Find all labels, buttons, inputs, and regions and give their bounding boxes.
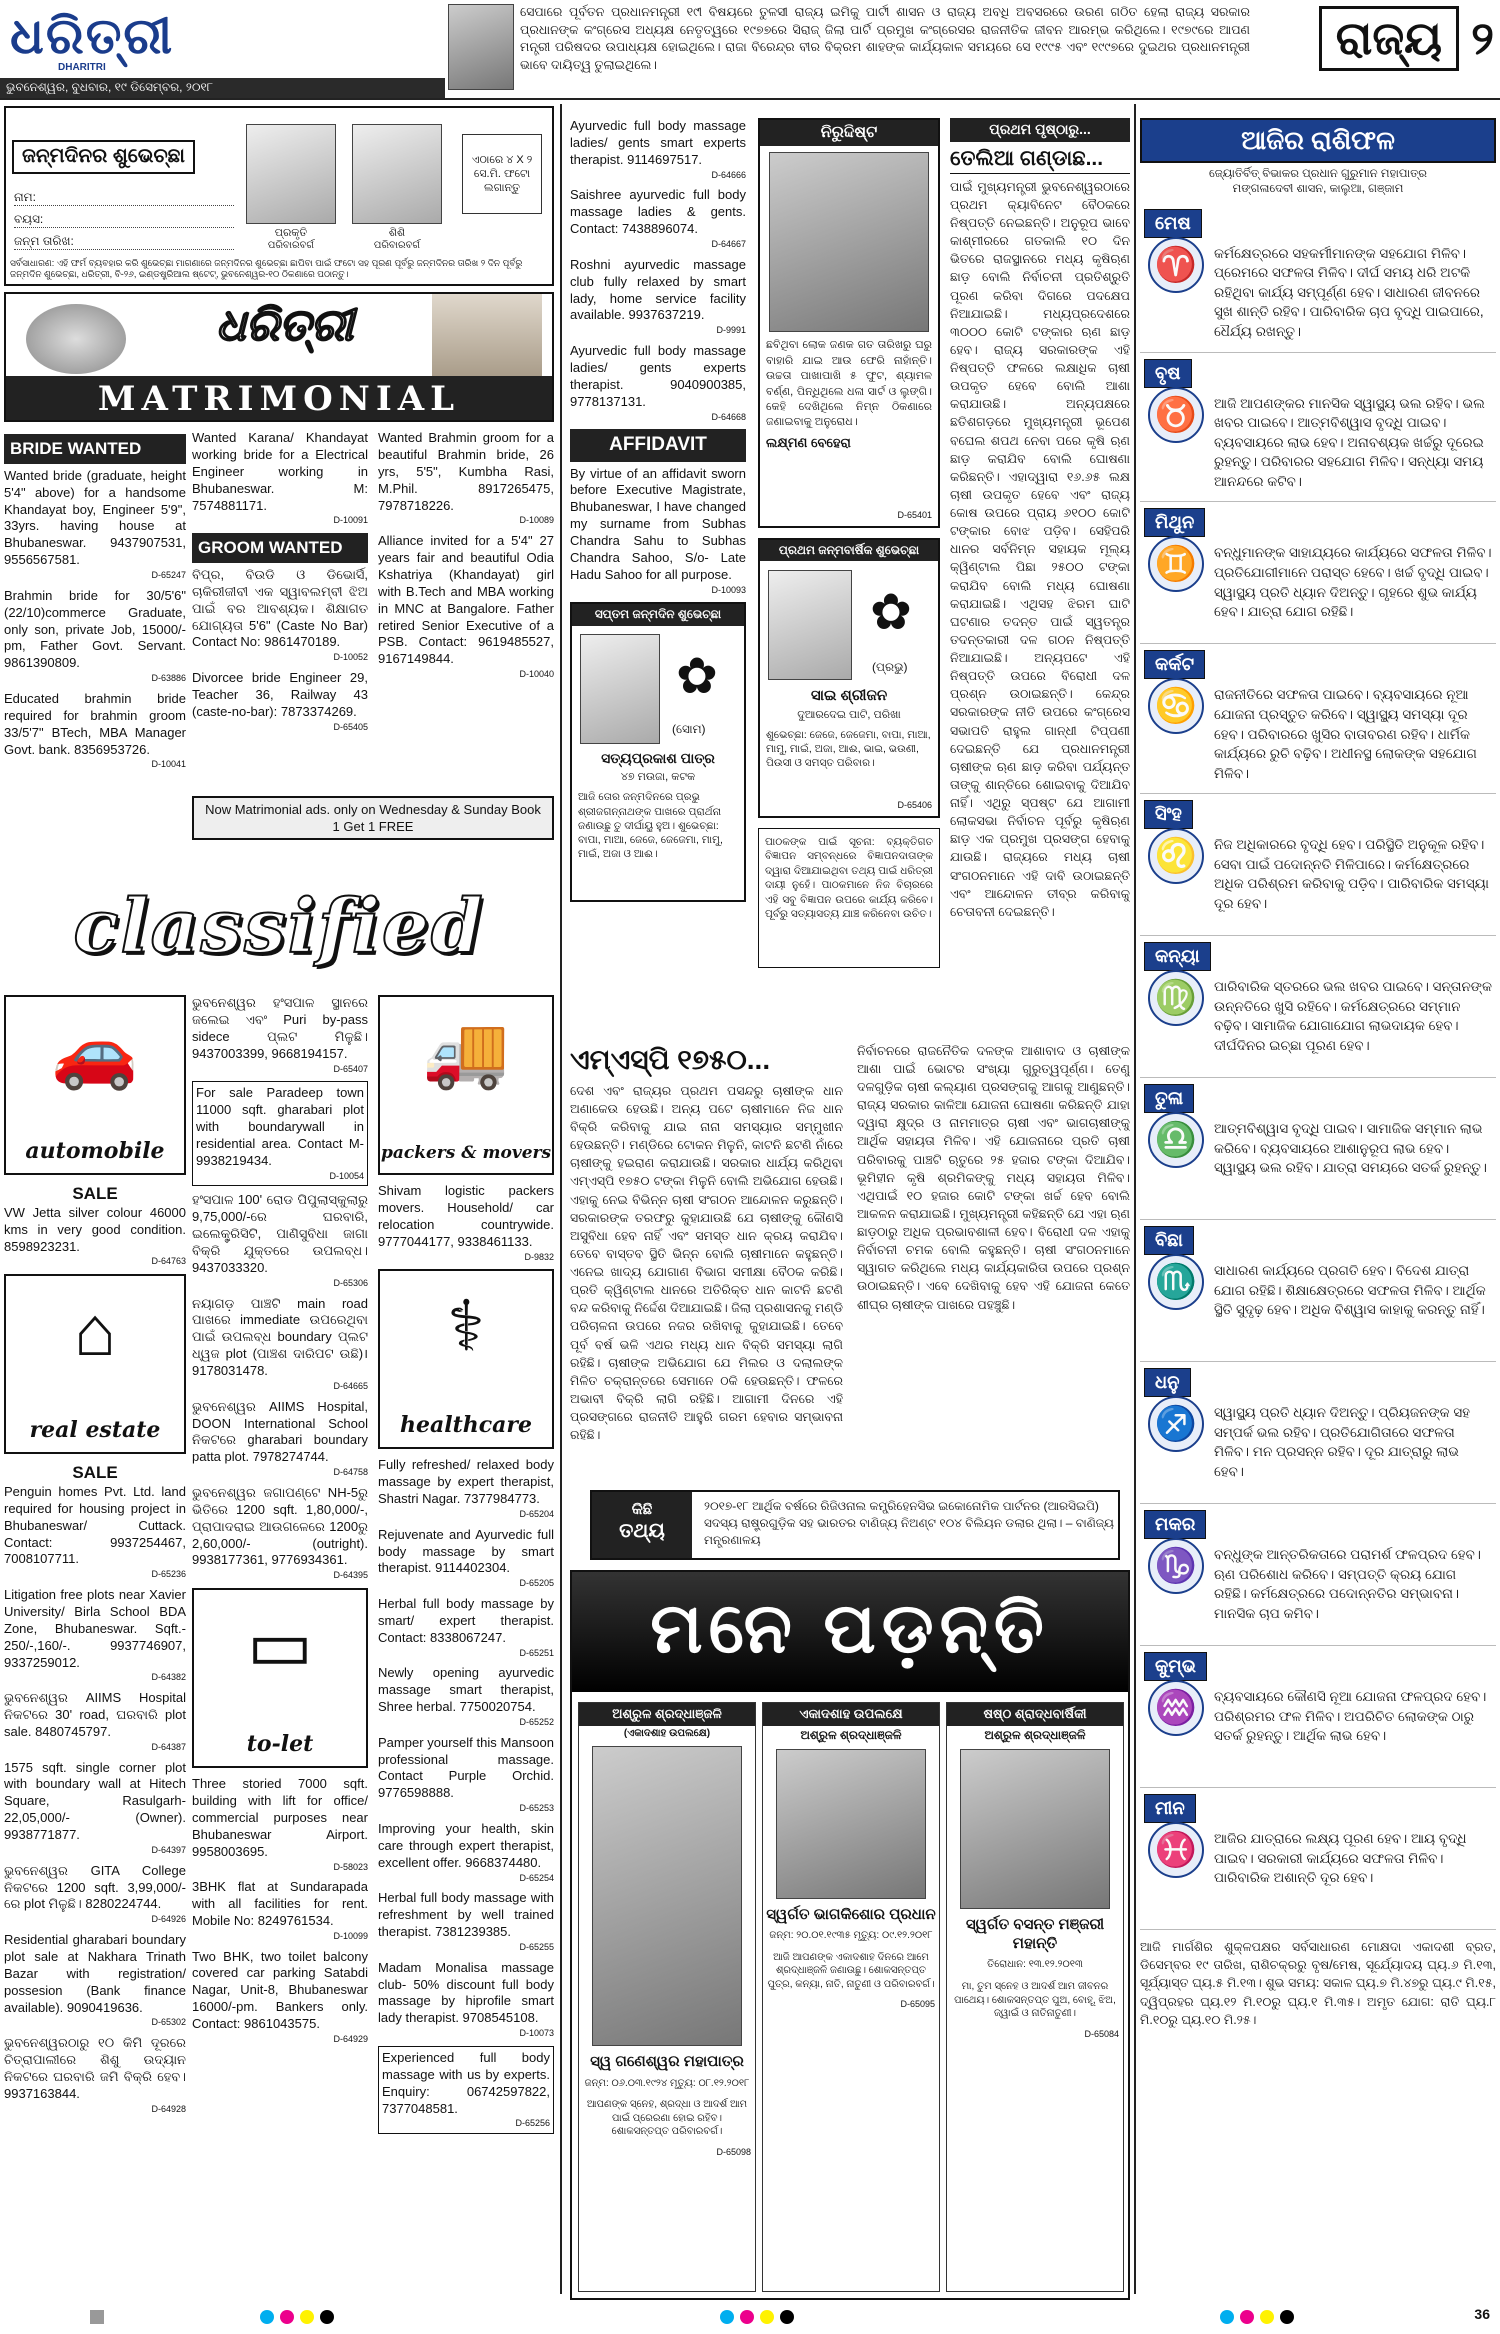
tribute-3: ଷଷ୍ଠ ଶ୍ରାଦ୍ଧବାର୍ଷିକୀ ଅଶ୍ରୁଳ ଶ୍ରଦ୍ଧାଞ୍ଜଳି ସ୍ୱର୍ଗତ ବସନ୍ତ ମଞ୍ଜରୀ ମହାନ୍ତି ତିରୋଧାନ: ୧୩.୧୨.୨୦୧୩ ମା, ତୁମ ସ୍ନେହ ଓ ଆଦର୍ଶ ଆମ ଜୀବନର ପାଥେୟ। ଶୋକସନ୍ତପ୍ତ ପୁଅ, ବୋହୂ, ଝିଅ, ଜ୍ୱାଇଁ ଓ ନାତିନାତୁଣୀ। D-65084 [946,1702,1124,2292]
first-birthday-name: ସାଇ ଶ୍ରୀଜନ [810,687,888,704]
facts-label: କିଛି ତଥ୍ୟ [592,1492,692,1558]
missing-person-photo [769,152,929,332]
classified-ad[interactable]: Divorcee bride Engineer 29, Teacher 36, Railway 43 (caste-no-bar): 7873374269. D-65405 [192,670,368,732]
aquarius-icon: ♒ [1148,1680,1204,1736]
classified-ad[interactable]: ଭୁବନେଶ୍ୱର ହଂସପାଳ ସ୍ଥାନରେ ଜଲେଇ ଏବଂ Puri by-pass sidece ପ୍ଲଟ ମିଳୁଛି। 9437003399, 9668194157. D-65407 [192,995,368,1074]
column-rule [1134,104,1136,2294]
saptam-birthday-box [570,602,746,902]
classified-ad[interactable]: Improving your health, skin care through expert therapist, excellent offer. 9668374480. D-65254 [378,1820,554,1883]
category-label: healthcare [400,1412,532,1439]
category-healthcare[interactable] [378,1269,554,1449]
first-birthday-caption: (ପ୍ରଭୁ) [872,660,908,674]
category-packers[interactable] [378,995,554,1175]
classified-ad[interactable]: For sale Paradeep town 11000 sqft. gharabari plot with boundarywall in residential area. Contact M-9938219434. D-10054 [192,1081,368,1186]
rashi-text: ବନ୍ଧୁମାନଙ୍କ ସାହାଯ୍ୟରେ କାର୍ଯ୍ୟରେ ସଫଳତା ମିଳିବ। ପ୍ରତିଯୋଗୀମାନେ ପରାସ୍ତ ହେବେ। ଖର୍ଚ୍ଚ ବୃଦ୍ଧି ପାଇବ। ସ୍ୱାସ୍ଥ୍ୟ ପ୍ରତି ଧ୍ୟାନ ଦିଅନ୍ତୁ। ଗୃହରେ ଶୁଭ କାର୍ଯ୍ୟ ହେବ। ଯାତ୍ରା ଯୋଗ ରହିଛି। [1214,545,1492,620]
classified-ad[interactable]: Wanted bride (graduate, height 5'4" above) for a handsome Khandayat boy, Engineer 5'9", 33yrs. having house at Bhubaneswar. 9437907531, 9556567581. D-65247 [4,467,186,581]
col1-ads-list [4,1484,186,2116]
classified-ad[interactable]: ନୟାଗଡ଼ ପାଞ୍ଚଟି main road ପାଖରେ immediate ଉପରେଥିବା ପାଇଁ ଉପଲବ୍ଧ boundary ପ୍ଲଟ ଧ୍ୱଜ plot (ପାଞ୍ଚଶ ଦାରିପଟ ଉଛି)। 9178031478. D-64665 [192,1295,368,1391]
birthday-form-title: ଜନ୍ମଦିନର ଶୁଭେଚ୍ଛା [12,140,195,174]
child-caption-2: ଶିଶି [388,227,406,239]
rashi-name: କୁମ୍ଭ [1144,1652,1207,1681]
classified-ad[interactable]: Pamper yourself this Mansoon professional massage. Contact Purple Orchid. 9776598888. D-65253 [378,1734,554,1814]
gemini-icon: ♊ [1148,536,1204,592]
rashi-name: ମିଥୁନ [1144,508,1205,537]
first-birthday-box [758,538,940,818]
classified-col1 [4,995,186,2285]
matrimonial-col3 [378,430,554,790]
horoscope-item [1140,1362,1496,1504]
logo-text: ଧରିତ୍ରୀ [10,6,175,65]
news-msp [570,1042,1130,1482]
horoscope-item [1140,502,1496,644]
dharitri-logo[interactable] [10,4,440,78]
affidavit-text[interactable]: By virtue of an affidavit sworn before Executive Magistrate, Bhubaneswar, I have changed my surname from Subhas Chandra Sahu to Subhas Chandra Sahoo, S/o- Late Hadu Sahoo for all purpose. D-10093 [570,465,746,595]
tribute-2: ଏକାଦଶାହ ଉପଲକ୍ଷେ ଅଶ୍ରୁଳ ଶ୍ରଦ୍ଧାଞ୍ଜଳି ସ୍ୱର୍ଗତ ଭାଗକିଶୋର ପ୍ରଧାନ ଜନ୍ମ: ୨୦.୦୧.୧୯୩୫ ମୃତ୍ୟୁ: ୦୯.୧୨.୨୦୧୮ ଆଜି ଆପଣଙ୍କ ଏକାଦଶାହ ଦିନରେ ଆମେ ଶ୍ରଦ୍ଧାଞ୍ଜଳି ଜଣାଉଛୁ। ଶୋକସନ୍ତପ୍ତ ପୁତ୍ର, କନ୍ୟା, ନାତି, ନାତୁଣୀ ଓ ପରିବାରବର୍ଗ। D-65095 [762,1702,940,2292]
classified-ad[interactable]: ଭୁବନେଶ୍ୱର GITA College ନିକଟରେ 1200 sqft. 3,99,000/-ରେ plot ମିଳୁଛି। 8280224744. D-64926 [4,1862,186,1925]
child-photo-saptam [580,634,660,744]
category-real-estate[interactable] [4,1274,186,1454]
saptam-name: ସତ୍ୟପ୍ରକାଶ ପାତ୍ର [601,750,715,767]
classified-ad[interactable]: VW Jetta silver colour 46000 kms in very good condition. 8598923231. D-64763 [4,1204,186,1267]
msp-headline: ଏମ୍‌ଏସ୍‌ପି ୧୭୫୦... [570,1044,771,1075]
bride-ads-list [4,468,186,771]
sale-heading: SALE [72,1184,118,1203]
rashi-text: କର୍ମକ୍ଷେତ୍ରରେ ସହକର୍ମୀମାନଙ୍କ ସହଯୋଗ ମିଳିବ। ପ୍ରେମରେ ସଫଳତା ମିଳିବ। ଦୀର୍ଘ ସମୟ ଧରି ଅଟକି ରହିଥିବା କାର୍ଯ୍ୟ ସମ୍ପୂର୍ଣ୍ଣ ହେବ। ସାଧାରଣ ଜୀବନରେ ସୁଖ ଶାନ୍ତି ରହିବ। ପାରିବାରିକ ଚାପ ବୃଦ୍ଧି ପାଇପାରେ, ଧୈର୍ଯ୍ୟ ରଖନ୍ତୁ। [1214,245,1484,339]
missing-person-code: D-65401 [897,510,932,521]
matrimonial-title: MATRIMONIAL [6,376,552,422]
rashi-name: ତୁଳା [1144,1084,1194,1113]
logo-subtext: DHARITRI [58,62,106,73]
libra-icon: ♎ [1148,1112,1204,1168]
classified-ad[interactable]: Herbal full body massage with refreshment by well trained therapist. 7381239385. D-65255 [378,1890,554,1952]
category-label: real estate [29,1416,161,1443]
capricorn-icon: ♑ [1148,1538,1204,1594]
sagittarius-icon: ♐ [1148,1396,1204,1452]
col3-ads-list [378,1457,554,2134]
missing-person-box [758,118,940,528]
tribute-photo-3 [960,1749,1110,1909]
horoscope-title: ଆଜିର ରାଶିଫଳ [1140,118,1496,163]
flower-icon: ✿ [676,648,718,705]
category-label: packers & movers [380,1143,552,1164]
affidavit-header: AFFIDAVIT [570,429,746,461]
rashi-text: ଆଜି ଆପଣଙ୍କର ମାନସିକ ସ୍ୱାସ୍ଥ୍ୟ ଭଲ ରହିବ। ଭଲ ଖବର ପାଇବେ। ଆତ୍ମବିଶ୍ୱାସ ବୃଦ୍ଧି ପାଇବ। ବ୍ୟବସାୟରେ ଲାଭ ହେବ। ଅନାବଶ୍ୟକ ଖର୍ଚ୍ଚରୁ ଦୂରେଇ ରୁହନ୍ତୁ। ପରିବାରର ସହଯୋଗ ମିଳିବ। ସନ୍ଧ୍ୟା ସମୟ ଆନନ୍ଦରେ କଟିବ। [1214,395,1485,489]
saptam-message: ଆଜି ତୋର ଜନ୍ମଦିନରେ ପ୍ରଭୁ ଶ୍ରୀଜଗନ୍ନାଥଙ୍କ ପାଖରେ ପ୍ରାର୍ଥନା ଜଣାଉଛୁ ତୁ ଦୀର୍ଘାୟୁ ହୁଅ। ଶୁଭେଚ୍ଛା: ବାପା, ମାଆ, ଜେଜେ, ଜେଜେମା, ମାମୁ, ମାଇଁ, ଅଜା ଓ ଆଈ। [578,791,723,861]
child-photo-2 [352,124,442,224]
classified-ad[interactable]: ଭୁବନେଶ୍ୱର AIIMS Hospital, DOON International School ନିକଟରେ gharabari boundary patta plot. 7978274744. D-64758 [192,1398,368,1478]
missing-person-name: ଲକ୍ଷ୍ମଣ ବେହେରା [766,434,851,450]
first-birthday-code: D-65406 [897,800,932,811]
rashi-name: ସିଂହ [1144,800,1193,829]
classified-ad[interactable]: Madam Monalisa massage club- 50% discount full body massage by hiprofile smart lady therapist. 9708545108. D-10073 [378,1959,554,2039]
facts-text: ୨୦୧୭-୧୮ ଆର୍ଥିକ ବର୍ଷରେ ରିଜିଓନାଲ କମ୍ପ୍ରିହେନସିଭ ଇକୋନୋମିକ ପାର୍ଟନର (ଆରସିଇପି) ସଦସ୍ୟ ରାଷ୍ଟ୍ରଗୁଡ଼ିକ ସହ ଭାରତର ବାଣିଜ୍ୟ ନିଅଣ୍ଟ ୧୦୪ ବିଲିୟନ ଡଲାର ଥିଲା। – ବାଣିଜ୍ୟ ମନ୍ତ୍ରଣାଳୟ [704,1499,1114,1547]
rashi-text: ଆଜିର ଯାତ୍ରାରେ ଲକ୍ଷ୍ୟ ପୂରଣ ହେବ। ଆୟ ବୃଦ୍ଧି ପାଇବ। ସରକାରୀ କାର୍ଯ୍ୟରେ ସଫଳତା ମିଳିବ। ପାରିବାରିକ ଅଶାନ୍ତି ଦୂର ହେବ। [1214,1831,1467,1886]
horoscope-item [1140,1078,1496,1220]
stethoscope-icon: ⚕ [447,1287,485,1366]
bride-wanted-header: BRIDE WANTED [4,434,186,464]
news-telia [950,118,1130,1038]
child-caption-1: ପ୍ରକୃତି [274,227,308,239]
groom-column [192,430,368,790]
sale-heading: SALE [72,1463,118,1483]
rashi-text: ଆତ୍ମବିଶ୍ୱାସ ବୃଦ୍ଧି ପାଇବ। ସାମାଜିକ ସମ୍ମାନ ଲାଭ କରିବେ। ବ୍ୟବସାୟରେ ଆଶାନୁରୂପ ଲାଭ ହେବ। ସ୍ୱାସ୍ଥ୍ୟ ଭଲ ରହିବ। ଯାତ୍ରା ସମୟରେ ସତର୍କ ରୁହନ୍ତୁ। [1214,1121,1487,1176]
facts-box [590,1490,1120,1560]
classified-ad[interactable]: Litigation free plots near Xavier University/ Birla School BDA Zone, Bhubaneswar. Sqft.- 250/-,160/-. 9937746907, 9337259012. D-64382 [4,1587,186,1683]
classified-ad[interactable]: Wanted Brahmin groom for a beautiful Brahmin bride, 26 yrs, 5'5", Kumbha Rasi, M.Phil. 8917265475, 7978718226. D-10089 [378,430,554,526]
scorpio-icon: ♏ [1148,1254,1204,1310]
tribute-photo-2 [776,1749,926,1899]
category-label: to-let [246,1730,314,1757]
category-automobile[interactable] [4,995,186,1175]
classified-ad[interactable]: Residential gharabari boundary plot sale at Nakhara Trinath Bazar with registration/ possesion (Bank finance available). 9090419636. D-65302 [4,1932,186,2028]
groom-wanted-header: GROOM WANTED [192,533,368,563]
saptam-caption: (ସୋମ) [672,722,706,737]
first-birthday-title: ପ୍ରଥମ ଜନ୍ମବାର୍ଷିକ ଶୁଭେଚ୍ଛା [760,540,938,561]
child-photo-1 [246,124,336,224]
rashi-name: ଧନୁ [1144,1368,1191,1397]
taurus-icon: ♉ [1148,387,1204,443]
classified-ad[interactable]: Newly opening ayurvedic massage smart therapist, Shree herbal. 7750020754. D-65252 [378,1665,554,1727]
rashi-name: କନ୍ୟା [1144,942,1211,971]
baby-photo [768,570,852,680]
classified-ad[interactable]: ଭୁବନେଶ୍ୱର AIIMS Hospital ନିକଟରେ 30' road, ଘରବାରି plot sale. 8480745797. D-64387 [4,1690,186,1752]
horoscope-item [1140,1504,1496,1646]
classified-title: classified [73,884,485,970]
matrimonial-banner [4,292,554,422]
rashi-text: ସ୍ୱାସ୍ଥ୍ୟ ପ୍ରତି ଧ୍ୟାନ ଦିଅନ୍ତୁ। ପ୍ରିୟଜନଙ୍କ ସହ ସମ୍ପର୍କ ଭଲ ରହିବ। ପ୍ରତିଯୋଗିତାରେ ସଫଳତା ମିଳିବ। ମନ ପ୍ରସନ୍ନ ରହିବ। ଦୂର ଯାତ୍ରାରୁ ଲାଭ ହେବ। [1214,1405,1471,1479]
masthead [0,0,1500,100]
saptam-address: ୪୭ ମଉଜା, କଟକ [620,771,696,784]
horoscope-item [1140,203,1496,353]
memorial-section [570,1570,1130,2300]
rashi-name: ବୃଷ [1144,359,1192,388]
truck-icon: 🚚 [422,1013,510,1091]
leo-icon: ♌ [1148,828,1204,884]
tribute-1: ଅଶ୍ରୁଳ ଶ୍ରଦ୍ଧାଞ୍ଜଳି (ଏକାଦଶାହ ଉପଲକ୍ଷେ) ସ୍ୱ ଗଣେଶ୍ୱର ମହାପାତ୍ର ଜନ୍ମ: ୦୬.୦୩.୧୯୨୪ ମୃତ୍ୟୁ: ୦୮.୧୨.୨୦୧୮ ଆପଣଙ୍କ ସ୍ନେହ, ଶ୍ରଦ୍ଧା ଓ ଆଦର୍ଶ ଆମ ପାଇଁ ପ୍ରେରଣା ହୋଇ ରହିବ। ଶୋକସନ୍ତପ୍ତ ପରିବାରବର୍ଗ। D-65098 [578,1702,756,2292]
classified-ad[interactable]: Shivam logistic packers movers. Household/ car relocation countrywide. 9777044177, 9338461133. D-9832 [378,1183,554,1262]
col4-ads-list [570,118,746,423]
msp-body-col2: ନିର୍ବାଚନରେ ରାଜନୈତିକ ଦଳଙ୍କ ଆଶାବାଦ ଓ ଚାଷୀଙ୍କ ଆଶା ପାଇଁ ଭୋଟର ସଂଖ୍ୟା ଗୁରୁତ୍ୱପୂର୍ଣ୍ଣ। ତେଣୁ ଦଳଗୁଡ଼ିକ ଚାଷୀ କଲ୍ୟାଣ ପ୍ରସଙ୍ଗକୁ ଆଗକୁ ଆଣୁଛନ୍ତି। ରାଜ୍ୟ ସରକାର କାଳିଆ ଯୋଜନା ଘୋଷଣା କରିଛନ୍ତି ଯାହା ଦ୍ୱାରା କ୍ଷୁଦ୍ର ଓ ନାମମାତ୍ର ଚାଷୀ ଏବଂ ଭାଗଚାଷୀଙ୍କୁ ଆର୍ଥିକ ସହାୟତା ମିଳିବ। ଏହି ଯୋଜନାରେ ପ୍ରତି ଚାଷୀ ପରିବାରକୁ ପାଞ୍ଚଟି ଋତୁରେ ୨୫ ହଜାର ଟଙ୍କା ଦିଆଯିବ। ଭୂମିହୀନ କୃଷି ଶ୍ରମିକଙ୍କୁ ମଧ୍ୟ ସହାୟତା ମିଳିବ। ଏଥିପାଇଁ ୧୦ ହଜାର କୋଟି ଟଙ୍କା ଖର୍ଚ୍ଚ ହେବ ବୋଲି ଆକଳନ କରାଯାଇଛି। ମୁଖ୍ୟମନ୍ତ୍ରୀ କହିଛନ୍ତି ଯେ ଏହା ଋଣ ଛାଡ଼ଠାରୁ ଅଧିକ ପ୍ରଭାବଶାଳୀ ହେବ। ବିରୋଧୀ ଦଳ ଏହାକୁ ନିର୍ବାଚନୀ ଚମକ ବୋଲି କହୁଛନ୍ତି। ଚାଷୀ ସଂଗଠନମାନେ ସ୍ୱାଗତ କରିଥିଲେ ମଧ୍ୟ କାର୍ଯ୍ୟକାରିତା ଉପରେ ପ୍ରଶ୍ନ ଉଠାଇଛନ୍ତି। ଏବେ ଦେଖିବାକୁ ହେବ ଏହି ଯୋଜନା କେତେ ଶୀଘ୍ର ଚାଷୀଙ୍କ ପାଖରେ ପହଞ୍ଚୁଛି। [857,1043,1130,1312]
photo-placeholder[interactable]: ଏଠାରେ ୪ X ୨ ସେ.ମି. ଫଟୋ ଲଗାନ୍ତୁ [462,134,542,214]
horoscope-item [1140,936,1496,1078]
horoscope-item [1140,1646,1496,1788]
memorial-title: ମନେ ପଡ଼ନ୍ତି [572,1572,1128,1692]
rashi-text: ରାଜନୀତିରେ ସଫଳତା ପାଇବେ। ବ୍ୟବସାୟରେ ନୂଆ ଯୋଜନା ପ୍ରସ୍ତୁତ କରିବେ। ସ୍ୱାସ୍ଥ୍ୟ ସମସ୍ୟା ଦୂର ହେବ। ପରିବାରରେ ଖୁସିର ବାତାବରଣ ରହିବ। ଧାର୍ମିକ କାର୍ଯ୍ୟରେ ରୁଚି ବଢ଼ିବ। ଅଧୀନସ୍ଥ ଲୋକଙ୍କ ସହଯୋଗ ମିଳିବ। [1214,687,1477,781]
classified-ad[interactable]: Ayurvedic full body massage ladies/ gents smart experts therapist. 9114697517. D-64666 [570,118,746,180]
child-caption-2b: ପରିବାରବର୍ଗ [373,240,421,251]
classified-ad[interactable]: ହଂସପାଳ 100' ରୋଡ ପିପୁଲାସ୍କୁଲାରୁ 9,75,000/-ରେ ଘରବାରି, ଇଲେକ୍ଟ୍ରିସିଟି, ପାଣିସୁବିଧା ଜାଗା ବିକ୍ରି ଯୁକ୍ତରେ ଉପଲବ୍ଧ। 9437033320. D-65306 [192,1192,368,1288]
dateline: ଭୁବନେଶ୍ୱର, ବୁଧବାର, ୧୯ ଡିସେମ୍ବର, ୨୦୧୮ [0,78,445,98]
classified-ad[interactable]: Rejuvenate and Ayurvedic full body massage by smart therapist. 9114402304. D-65205 [378,1526,554,1589]
news-headline: ତେଲିଆ ଗଣ୍ଡାଛ... [950,146,1130,174]
rashi-text: ବନ୍ଧୁଙ୍କ ଆନ୍ତରିକତାରେ ପରାମର୍ଶ ଫଳପ୍ରଦ ହେବ। ଋଣ ପରିଶୋଧ କରିବେ। ସମ୍ପତ୍ତି କ୍ରୟ ଯୋଗ ରହିଛି। କର୍ମକ୍ଷେତ୍ରରେ ପଦୋନ୍ନତିର ସମ୍ଭାବନା। ମାନସିକ ଚାପ କମିବ। [1214,1547,1481,1621]
msp-body-col1: ଦେଶ ଏବଂ ରାଜ୍ୟର ପ୍ରଥମ ପସନ୍ଦରୁ ଚାଷୀଙ୍କ ଧାନ ଅଣାକେଉ ହେଉଛି। ଅନ୍ୟ ପଟେ ଚାଷୀମାନେ ନିଜ ଧାନ ବିକ୍ରି କରିବାକୁ ଯାଇ ନାନା ସମସ୍ୟାର ସମ୍ମୁଖୀନ ହେଉଛନ୍ତି। ମଣ୍ଡିରେ ଟୋକନ ମିଳୁନି, କାଟନି ଛଟଣି ନାଁରେ ଚାଷୀଙ୍କୁ ହଇରାଣ କରାଯାଉଛି। ସରକାର ଧାର୍ଯ୍ୟ କରିଥିବା ଏମ୍‌ଏସ୍‌ପି ୧୭୫୦ ଟଙ୍କା ମିଳୁନି ବୋଲି ଅଭିଯୋଗ ହେଉଛି। ଏହାକୁ ନେଇ ବିଭିନ୍ନ ଚାଷୀ ସଂଗଠନ ଆନ୍ଦୋଳନ କରୁଛନ୍ତି। ସରକାରଙ୍କ ତରଫରୁ କୁହାଯାଉଛି ଯେ ଚାଷୀଙ୍କୁ କୌଣସି ଅସୁବିଧା ହେବ ନାହିଁ ଏବଂ ସମସ୍ତ ଧାନ କ୍ରୟ କରାଯିବ। ତେବେ ବାସ୍ତବ ସ୍ଥିତି ଭିନ୍ନ ବୋଲି ଚାଷୀମାନେ କହୁଛନ୍ତି। ଏନେଇ ଖାଦ୍ୟ ଯୋଗାଣ ବିଭାଗ ସମୀକ୍ଷା ବୈଠକ କରିଛି। ପ୍ରତି କ୍ୱିଣ୍ଟାଲ ଧାନରେ ଅତିରିକ୍ତ ଧାନ କାଟନି ଛଟଣି ବନ୍ଦ କରିବାକୁ ନିର୍ଦ୍ଦେଶ ଦିଆଯାଇଛି। ଜିଲା ପ୍ରଶାସନକୁ ମଣ୍ଡି ପରିଚାଳନା ଉପରେ ନଜର ରଖିବାକୁ କୁହାଯାଇଛି। ତେବେ ପୂର୍ବ ବର୍ଷ ଭଳି ଏଥର ମଧ୍ୟ ଧାନ ବିକ୍ରି ସମସ୍ୟା ଲାଗି ରହିଛି। ଚାଷୀଙ୍କ ଅଭିଯୋଗ ଯେ ମିଲର ଓ ଦଲାଲଙ୍କ ମିଳିତ ଚକ୍ରାନ୍ତରେ ସେମାନେ ଠକି ହେଉଛନ୍ତି। ଫଳରେ ଅଭାବୀ ବିକ୍ରି ଲାଗି ରହିଛି। ଆଗାମୀ ଦିନରେ ଏହି ପ୍ରସଙ୍ଗରେ ରାଜନୀତି ଆହୁରି ଗରମ ହେବାର ସମ୍ଭାବନା ରହିଛି। [570,1083,843,1443]
classified-banner [4,880,554,980]
rashi-name: ବିଛା [1144,1226,1194,1255]
classified-ad[interactable]: ବିପ୍ର, ବିଉଡି ଓ ଡିଭୋର୍ସି, ଚାକିରୀଜୀବୀ ଏକ ସ୍ୱାବଲମ୍ବୀ ଝିଅ ପାଇଁ ବର ଆବଶ୍ୟକ। ଶିକ୍ଷାଗତ ଯୋଗ୍ୟତା 5'6" (Caste No Bar) Contact No: 9861470189. D-10052 [192,566,368,663]
classified-ad[interactable]: Alliance invited for a 5'4" 27 years fair and beautiful Odia Kshatriya (Khandayat) girl with B.Tech and MBA working in MNC at Bangalore. Father retired Senior Executive of a PSB. Contact: 9619485527, 9167149844. D-10040 [378,533,554,680]
news-body: ପାଇଁ ମୁଖ୍ୟମନ୍ତ୍ରୀ ଭୁବନେଶ୍ୱରଠାରେ ପ୍ରଥମ କ୍ୟାବିନେଟ ବୈଠକରେ ନିଷ୍ପତ୍ତି ନେଇଛନ୍ତି। ଅନୁରୂପ ଭାବେ କାଶ୍ମୀରରେ ଗତକାଲି ୧୦ ଦିନ ଭିତରେ ରାଜସ୍ଥାନରେ ମଧ୍ୟ କୃଷିଋଣ ଛାଡ଼ ବୋଲି ନିର୍ବାଚନୀ ପ୍ରତିଶ୍ରୁତି ପୂରଣ କରିବା ଦିଗରେ ପଦକ୍ଷେପ ନିଆଯାଇଛି। ମଧ୍ୟପ୍ରଦେଶରେ ୩୦୦୦ କୋଟି ଟଙ୍କାର ଋଣ ଛାଡ଼ ହେବ। ରାଜ୍ୟ ସରକାରଙ୍କ ଏହି ନିଷ୍ପତ୍ତି ଫଳରେ ଲକ୍ଷାଧିକ ଚାଷୀ ଉପକୃତ ହେବେ ବୋଲି ଆଶା କରାଯାଉଛି। ଅନ୍ୟପକ୍ଷରେ ଛତିଶଗଡ଼ରେ ମୁଖ୍ୟମନ୍ତ୍ରୀ ଭୂପେଶ ବଘେଲ ଶପଥ ନେବା ପରେ କୃଷି ଋଣ ଛାଡ଼ କରାଯିବ ବୋଲି ଘୋଷଣା କରିଛନ୍ତି। ଏହାଦ୍ୱାରା ୧୬.୬୫ ଲକ୍ଷ ଚାଷୀ ଉପକୃତ ହେବେ ଏବଂ ରାଜ୍ୟ କୋଷ ଉପରେ ପ୍ରାୟ ୬୧୦୦ କୋଟି ଟଙ୍କାର ବୋଝ ପଡ଼ିବ। ସେହିପରି ଧାନର ସର୍ବନିମ୍ନ ସହାୟକ ମୂଲ୍ୟ କ୍ୱିଣ୍ଟାଲ ପିଛା ୨୫୦୦ ଟଙ୍କା କରାଯିବ ବୋଲି ମଧ୍ୟ ଘୋଷଣା କରାଯାଇଛି। ଏଥିସହ ଝିରମ ଘାଟି ଘଟଣାର ତଦନ୍ତ ପାଇଁ ସ୍ୱତନ୍ତ୍ର ତଦନ୍ତକାରୀ ଦଳ ଗଠନ ନିଷ୍ପତ୍ତି ନିଆଯାଇଛି। ଅନ୍ୟପଟେ ଏହି ନିଷ୍ପତ୍ତି ଉପରେ ବିରୋଧୀ ଦଳ ପ୍ରଶ୍ନ ଉଠାଇଛନ୍ତି। କେନ୍ଦ୍ର ସରକାରଙ୍କ ନୀତି ଉପରେ କଂଗ୍ରେସ ସଭାପତି ରାହୁଲ ଗାନ୍ଧୀ ଟିପ୍ପଣୀ ଦେଇଛନ୍ତି ଯେ ପ୍ରଧାନମନ୍ତ୍ରୀ ଚାଷୀଙ୍କ ଋଣ ଛାଡ଼ କରିବା ପର୍ଯ୍ୟନ୍ତ ତାଙ୍କୁ ଶାନ୍ତିରେ ଶୋଇବାକୁ ଦିଆଯିବ ନାହିଁ। ଏଥିରୁ ସ୍ପଷ୍ଟ ଯେ ଆଗାମୀ ଲୋକସଭା ନିର୍ବାଚନ ପୂର୍ବରୁ କୃଷିଋଣ ଛାଡ଼ ଏକ ପ୍ରମୁଖ ପ୍ରସଙ୍ଗ ହେବାକୁ ଯାଉଛି। ରାଜ୍ୟରେ ମଧ୍ୟ ଚାଷୀ ସଂଗଠନମାନେ ଏହି ଦାବି ଉଠାଇଛନ୍ତି ଏବଂ ଆନ୍ଦୋଳନ ତୀବ୍ର କରିବାକୁ ଚେତାବନୀ ଦେଇଛନ୍ତି। [950,179,1130,919]
classified-ad[interactable]: Three storied 7000 sqft. building with lift for office/ commercial purposes near Bhubaneswar Airport. 9958003695. D-58023 [192,1776,368,1872]
pisces-icon: ♓ [1148,1822,1204,1878]
page-number-top: ୨ [1471,11,1494,65]
form-footnote: ସର୍ବସାଧାରଣ: ଏହି ଫର୍ମ ବ୍ୟବହାର କରି ଶୁଭେଚ୍ଛା ମାଗଣାରେ ଜନ୍ମଦିନର ଶୁଭେଚ୍ଛା ଛାପିବା ପାଇଁ ଫଟୋ ସହ ପୂରଣ ପୂର୍ବରୁ ଜନ୍ମଦିନର ତାରିଖ ୨ ଦିନ ପୂର୍ବରୁ ଜନ୍ମଦିନ ଶୁଭେଚ୍ଛା, ଧରିତ୍ରୀ, ବି-୨୬, ଇଣ୍ଡଷ୍ଟ୍ରିଆଲ ଷ୍ଟେଟ୍, ଭୁବନେଶ୍ୱର-୧୦ ଠିକଣାରେ ପଠାନ୍ତୁ। [10,258,523,279]
category-label: automobile [25,1137,165,1164]
print-registration-marks [0,2306,1500,2330]
classified-ad[interactable]: Fully refreshed/ relaxed body massage by expert therapist, Shastri Nagar. 7377984773. D-65204 [378,1457,554,1519]
first-birthday-text: ଶୁଭେଚ୍ଛା: ଜେଜେ, ଜେଜେମା, ବାପା, ମାଆ, ମାମୁ, ମାଇଁ, ଅଜା, ଆଈ, ଭାଇ, ଭଉଣୀ, ପିଉସୀ ଓ ସମସ୍ତ ପରିବାର। [766,729,931,770]
classified-ad[interactable]: 1575 sqft. single corner plot with boundary wall at Hitech Square, Rasulgarh- 22,05,000/- (Owner). 9938771877. D-64397 [4,1759,186,1855]
rashi-name: ମୀନ [1144,1794,1196,1823]
top-news-text: ସେପାରେ ପୂର୍ବତନ ପ୍ରଧାନମନ୍ତ୍ରୀ ୧୯ୀ ବିଷୟରେ ତୁଳସୀ ରାଜ୍ୟ ଇମିକୁ ପାର୍ଟୀ ଶାସନ ଓ ରାଜ୍ୟ ଅବଧି ଅବସରରେ ଉରଣ ଗଠିତ ହେଲା ରାଜ୍ୟ ସରକାର ପ୍ରଧାନଙ୍କ କଂଗ୍ରେସ ଅଧ୍ୟକ୍ଷ ନେତୃତ୍ୱରେ ୧୯୭୭ରେ ସିରାଜ୍ ଜିଲା ପାର୍ଟି ପ୍ରମୁଖ କଂଗ୍ରେସର ରାଜନୀତିକ ଜୀବନ ଆରମ୍ଭ କରିଥିଲେ। ୧୯୭୯ରେ ଆପଣ ମନ୍ତ୍ରୀ ପରିଷଦର ଉପାଧ୍ୟକ୍ଷ ହୋଇଥିଲେ। ରାଜା ବିରେନ୍ଦ୍ର ବୀର ବିକ୍ରମ ଶାହଙ୍କ କାର୍ଯ୍ୟକାଳ ସମୟରେ ସେ ୧୯୯୫ ଏବଂ ୧୯୯୭ରେ ଦୁଇଥର ପ୍ରଧାନମନ୍ତ୍ରୀ ଭାବେ ଦାୟିତ୍ୱ ତୁଲାଇଥିଲେ। [520,5,1250,72]
classified-ad[interactable]: Experienced full body massage with us by experts. Enquiry: 06742597822, 7377048581. D-65256 [378,2046,554,2134]
panjika-footer: ଆଜି ମାର୍ଗଶିର ଶୁକ୍ଳପକ୍ଷର ସର୍ବସାଧାରଣ ମୋକ୍ଷଦା ଏକାଦଶୀ ବ୍ରତ, ଡିସେମ୍ବର ୧୯ ତାରିଖ, ରାଶିଚକ୍ରରୁ ବୃଷ/ମେଷ, ସୂର୍ଯ୍ୟୋଦୟ ଘ୍ୟ.୬ ମି.୧୩, ସୂର୍ଯ୍ୟାସ୍ତ ଘ୍ୟ.୫ ମି.୧୩। ଶୁଭ ସମୟ: ସକାଳ ଘ୍ୟ.୭ ମି.୪୭ରୁ ଘ୍ୟ.୯ ମି.୧୫, ଦ୍ୱିପ୍ରହର ଘ୍ୟ.୧୨ ମି.୧୦ରୁ ଘ୍ୟ.୧ ମି.୩୫। ଅମୃତ ଯୋଗ: ରାତି ଘ୍ୟ.୮ ମି.୧୦ରୁ ଘ୍ୟ.୧୦ ମି.୨୫। [1140,1940,1496,2027]
classified-ad[interactable]: Herbal full body massage by smart/ expert therapist. Contact: 8338067247. D-65251 [378,1595,554,1658]
house-icon: ⌂ [73,1292,117,1371]
rashi-text: ନିଜ ଅଧିକାରରେ ବୃଦ୍ଧି ହେବ। ପରିସ୍ଥିତି ଅନୁକୂଳ ରହିବ। ସେବା ପାଇଁ ପଦୋନ୍ନତି ମିଳିପାରେ। କର୍ମକ୍ଷେତ୍ରରେ ଅଧିକ ପରିଶ୍ରମ କରିବାକୁ ପଡ଼ିବ। ପାରିବାରିକ ସମସ୍ୟା ଦୂର ହେବ। [1214,837,1489,911]
horoscope-author: ଜ୍ୟୋତିର୍ବିତ୍ ବିଭାକର ପ୍ରଧାନ ଗୁରୁମାନ ମହାପାତ୍ର ମଙ୍ଗଳାଦେବୀ ଶାସନ, କାଲୁଆ, ଗଞ୍ଜାମ [1209,168,1427,195]
flower-icon: ✿ [870,584,912,640]
section-label [1262,6,1494,92]
horoscope-item [1140,353,1496,503]
tribute-photo-1 [592,1746,742,2046]
aries-icon: ♈ [1148,237,1204,293]
section-name: ରାଜ୍ୟ [1319,6,1459,71]
missing-person-text: ଛବିଥିବା ଲୋକ ଜଣକ ଗତ ତାରିଖରୁ ଘରୁ ବାହାରି ଯାଇ ଆଉ ଫେରି ନାହାଁନ୍ତି। ଉଚ୍ଚତା ପାଖାପାଖି ୫ ଫୁଟ, ଶ୍ୟାମଳ ବର୍ଣ୍ଣ, ପିନ୍ଧିଥିଲେ ଧଳା ସାର୍ଟ ଓ ଲୁଙ୍ଗି। କେହି ଦେଖିଥିଲେ ନିମ୍ନ ଠିକଣାରେ ଜଣାଇବାକୁ ଅନୁରୋଧ। [766,339,932,429]
category-to-let[interactable] [192,1588,368,1768]
saptam-title: ସପ୍ତମ ଜନ୍ମଦିନ ଶୁଭେଚ୍ଛା [572,604,744,625]
birthday-form [4,106,554,286]
classified-ad[interactable]: Two BHK, two toilet balcony covered car parking Satabdi Nagar, Unit-8, Bhubaneswar 16000/-pm. Bankers only. Contact: 9861043575. D-64929 [192,1948,368,2045]
classified-ad[interactable]: ଭୁବନେଶ୍ୱର ଜଗାପଣ୍ଟେ NH-5ରୁ ଭିତିରେ 1200 sqft. 1,80,000/-, ପ୍ରାପାଦରାଇ ଆଉଗଳେରେ 1200ରୁ 2,60,000/- (outright). 9938177361, 9776934361. D-64395 [192,1484,368,1581]
horoscope-item [1140,1220,1496,1362]
classified-col4 [570,118,746,1018]
first-birthday-sub: ଦୁଆରଦେଇ ପାଟି, ପରିଖା [797,709,901,721]
rashi-name: କର୍କଟ [1144,650,1205,679]
pathak-notice: ପାଠକଙ୍କ ପାଇଁ ସୂଚନା: ବ୍ୟକ୍ତିଗତ ବିଜ୍ଞାପନ ସମ୍ବନ୍ଧରେ ବିଜ୍ଞାପନଦାତାଙ୍କ ଦ୍ୱାରା ଦିଆଯାଇଥିବା ତଥ୍ୟ ପାଇଁ ଧରିତ୍ରୀ ଦାୟୀ ନୁହେଁ। ପାଠକମାନେ ନିଜ ବିଚାରରେ ଏହି ସବୁ ବିଜ୍ଞାପନ ଉପରେ କାର୍ଯ୍ୟ କରିବେ। ପୂର୍ବରୁ ସତ୍ୟାସତ୍ୟ ଯାଞ୍ଚ କରିନେବା ଉଚିତ। [758,828,940,968]
classified-col3 [378,995,554,2285]
form-field-name[interactable]: ନାମ: [14,190,234,206]
rashi-name: ମେଷ [1144,209,1202,238]
column-rule [560,104,562,2294]
classified-ad[interactable]: Saishree ayurvedic full body massage ladies & gents. Contact: 7438896074. D-64667 [570,187,746,250]
form-field-age[interactable]: ବୟସ: [14,212,234,228]
news-portrait-photo [448,4,514,90]
page-number-footer: 36 [1474,2306,1490,2322]
cancer-icon: ♋ [1148,678,1204,734]
rashi-text: ବ୍ୟବସାୟରେ କୌଣସି ନୂଆ ଯୋଜନା ଫଳପ୍ରଦ ହେବ। ପରିଶ୍ରମର ଫଳ ମିଳିବ। ଅପରିଚିତ ଲୋକଙ୍କ ଠାରୁ ସତର୍କ ରୁହନ୍ତୁ। ଆର୍ଥିକ ଲାଭ ହେବ। [1214,1689,1487,1744]
horoscope-list [1140,203,1496,1931]
matrimonial-drum-image [26,304,126,374]
classified-col5 [758,118,940,1038]
rashi-text: ପାରିବାରିକ ସ୍ତରରେ ଭଲ ଖବର ପାଇବେ। ସନ୍ତାନଙ୍କ ଉନ୍ନତିରେ ଖୁସି ରହିବେ। କର୍ମକ୍ଷେତ୍ରରେ ସମ୍ମାନ ବଢ଼ିବ। ସାମାଜିକ ଯୋଗାଯୋଗ ଲାଭଦାୟକ ହେବ। ଦୀର୍ଘଦିନର ଇଚ୍ଛା ପୂରଣ ହେବ। [1214,979,1492,1053]
horoscope-item [1140,794,1496,936]
classified-ad[interactable]: Brahmin bride for 30/5'6" (22/10)commerce Graduate, only son, private Job, 15000/- pm, Father Govt. Servant. 9861390809. D-63886 [4,587,186,684]
bride-wanted-column [4,430,186,810]
to-let-sign-icon: ▭ [246,1606,314,1685]
classified-ad[interactable]: ଭୁବନେଶ୍ୱରଠାରୁ ୧୦ କିମି ଦୂରରେ ଚିତ୍ରାପାଲୀରେ ଶିଶୁ ଉଦ୍ୟାନ ନିକଟରେ ଘରବାରି ଜମି ବିକ୍ରି ହେବ। 9937163844. D-64928 [4,2035,186,2114]
classified-ad[interactable]: Educated brahmin bride required for brahmin groom 33/5'7" BTech, MBA Manager Govt. bank. 8356953726. D-10041 [4,690,186,770]
continued-label: ପ୍ରଥମ ପୃଷ୍ଠାରୁ... [950,118,1130,142]
classified-col2 [192,995,368,2285]
car-icon: 🚗 [51,1013,139,1091]
rashi-text: ସାଧାରଣ କାର୍ଯ୍ୟରେ ପ୍ରଗତି ହେବ। ବିଦେଶ ଯାତ୍ରା ଯୋଗ ରହିଛି। ଶିକ୍ଷାକ୍ଷେତ୍ରରେ ସଫଳତା ମିଳିବ। ଆର୍ଥିକ ସ୍ଥିତି ସୁଦୃଢ଼ ହେବ। ଅଧିକ ବିଶ୍ୱାସ କାହାକୁ କରନ୍ତୁ ନାହିଁ। [1214,1263,1486,1318]
classified-ad[interactable]: 3BHK flat at Sundarapada with all facilities for rent. Mobile No: 8249761534. D-10099 [192,1879,368,1941]
horoscope-item [1140,644,1496,794]
missing-person-title: ନିରୁଦ୍ଦିଷ୍ଟ [760,120,938,146]
classified-ad[interactable]: Roshni ayurvedic massage club fully relaxed by smart lady, home service facility available. 9937637219. D-9991 [570,256,746,336]
classified-ad[interactable]: Wanted Karana/ Khandayat working bride for a Electrical Engineer working in Bhubaneswar. M: 7574881171. D-10091 [192,430,368,526]
matrimonial-notice: Now Matrimonial ads. only on Wednesday & Sunday Book 1 Get 1 FREE [192,796,554,840]
classified-ad[interactable]: Ayurvedic full body massage ladies/ gents experts therapist. 9040900385, 9778137131. D-64668 [570,342,746,422]
col2-ads-list [192,995,368,2046]
rashi-name: ମକର [1144,1510,1206,1539]
child-caption-1b: ପରିବାରବର୍ଗ [267,240,315,251]
classified-ad[interactable]: Penguin homes Pvt. Ltd. land required for housing project in Bhubaneswar/ Cuttack. Contact: 9937254467, 7008107711. D-65236 [4,1483,186,1580]
matrimonial-brand: ଧରିତ୍ରୀ [216,300,354,351]
horoscope-item [1140,1788,1496,1930]
form-field-dob[interactable]: ଜନ୍ମ ତାରିଖ: [14,234,234,250]
virgo-icon: ♍ [1148,970,1204,1026]
horoscope-column [1140,118,1496,2288]
